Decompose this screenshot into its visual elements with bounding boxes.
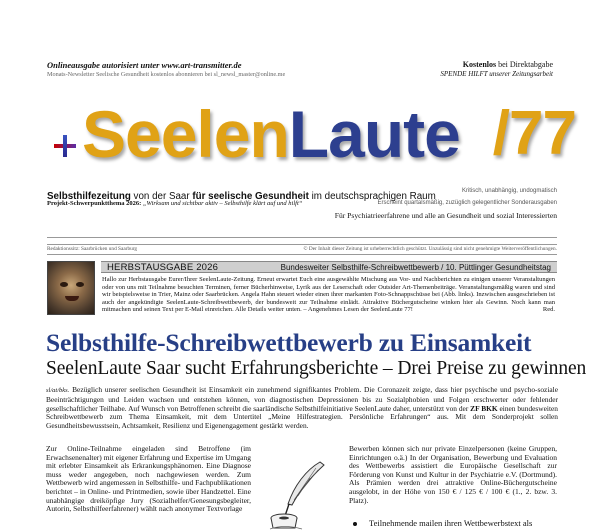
masthead-logo [40,92,580,184]
online-edition-note: Onlineausgabe autorisiert unter www.art-transmitter.de [47,60,242,70]
quill-inkpot-icon [258,460,344,530]
article-column-right: Bewerben können sich nur private Einzelpersonen (keine Gruppen, Einrichtungen o.ä.) In der Organisation, Bewerbung und Evaluation des Wettbewerbs assistiert die Europäische Gesellschaft zur Förderung von Kunst und Kultur in der Psychiatrie e.V. (Dortmund). Als Prämien werden drei attraktive Online-Büchergutscheine ausgelobt, in der Höhe von 150 € / 125 € / 100 € (1., 2. bzw. 3. Platz). [349,444,557,505]
divider [47,254,557,255]
article-column-left: Zur Online-Teilnahme eingeladen sind Betroffene (im Erwachsenenalter) mit eigener Erfahrung und Expertise im Umgang mit erlebter Einsamkeit als Erkrankungsphänomen. Eine Diagnose muss weder angegeben, noch nachgewiesen werden. Zum Wettbewerb wird angemessen in Selbsthilfe- und Fachpublikationen berichtet – in Online- und Printmedien, sowie über Handzettel. Eine unabhängige dreiköpfige Jury (Sozialhelfer/Genesungsbegleiter, Autorin, Selbsthilfeerfahrener) wählt nach anonymer Textvorlage [46,444,251,514]
focus-topic: Projekt-Schwerpunktthema 2026: „Wirksam und sichtbar aktiv – Selbsthilfe klärt auf und hilft“ Erscheint quartalsmäßig, zuzüglich gelegentlicher Sonderausgaben [47,200,557,207]
tagline: Selbsthilfezeitung von der Saar für seelische Gesundheit im deutschsprachigen Raum Kritisch, unabhängig, undogmatisch [47,188,557,202]
divider [47,244,557,245]
free-note: Kostenlos bei Direktabgabe [462,60,553,69]
article-headline: Selbsthilfe-Schreibwettbewerb zu Einsamkeit [46,328,532,357]
newsletter-note: Monats-Newsletter Seelische Gesundheit kostenlos abonnieren bei sl_newsl_master@online.me [47,71,286,78]
tagline-right: Kritisch, unabhängig, undogmatisch [461,188,557,194]
article-subhead: SeelenLaute Saar sucht Erfahrungsberichte – Drei Preise zu gewinnen [46,358,587,379]
copyright-note: © Der Inhalt dieser Zeitung ist urheberrechtlich geschützt. Unzulässig sind nicht genehmigte Weiterveröffentlichungen. [303,246,557,252]
publication-frequency: Erscheint quartalsmäßig, zuzüglich gelegentlicher Sonderausgaben [377,200,557,206]
article-lead: sl/at/bks. Bezüglich unserer seelischen Gesundheit ist Einsamkeit ein zunehmend signifikantes Problem. Die Coronazeit zeigte, dass hier psychische und psycho-soziale Beeinträchtigungen und Leiden wachsen und entstehen können, von diagnostischen Depressionen bis zu Sozialphobien und Folgen erschwerter oder fehlender gesellschaftlicher Teilhabe. Auf Wunsch von Betroffenen schreibt die saarländische Selbsthilfeinitiative SeelenLaute daher, unterstützt von der ZF BKK einen bundesweiten Schreibwettbewerb zum Thema Einsamkeit, mit dem Untertitel „Meine Hilfestrategien. Persönliche Erfahrungen“ aus. Mit dem Sonderprojekt sollen Gesundheitsbewusstsein, Achtsamkeit, Resilienz und Eigenengagement gestärkt werden. [46,385,558,431]
donation-note: SPENDE HILFT unserer Zeitungsarbeit [440,70,553,78]
plus-cross-icon [54,135,76,157]
newspaper-title: SeelenLaute [82,97,460,171]
edition-label: HERBSTAUSGABE 2026 [107,262,219,273]
bullet-item: Teilnehmende mailen ihren Wettbewerbstext als [349,518,559,528]
article-author: sl/at/bks. [46,387,70,394]
issue-number: /77 [492,99,576,168]
intro-signature: Red. [542,306,555,314]
header-right [313,60,553,79]
meta-row [47,246,557,252]
intro-text: Hallo zur Herbstausgabe Eurer/Ihrer SeelenLaute-Zeitung. Erneut erwartet Euch eine ausgewählte Mischung aus Vor- und Nachberichten zu einigen unserer Veranstaltungen oder von uns mit Teilnahme besuchten Terminen, ferner Bücherhinweise, Lyrik aus der Leserschaft oder Outsider Art-Themenbeiträge. Veranstaltungsmäßig waren und sind wir beispielsweise in Trier, Mainz oder Saarbrücken. Angela Hahn steuert wieder einen ihrer markanten Foto-Schnappschüsse bei (Abb. links). Inzwischen ausgeschrieben ist auch der angekündigte SeelenLaute-Schreibwettbewerb, der bundesweit zur Teilnahme einlädt. Attraktive Büchergutscheine winken hier als Gewinn. Noch kann man mitmachen und seinen Text per E-Mail einreichen. Alle Details weiter unten. – Angenehmes Lesen der SeelenLaute 77! Red. [102,276,555,314]
divider [47,237,557,238]
edition-topics: Bundesweiter Selbsthilfe-Schreibwettbewerb / 10. Püttlinger Gesundheitstag [280,263,551,272]
edition-bar [101,261,557,273]
bullet-dot-icon [353,522,357,526]
snapshot-photo [47,261,95,315]
target-audience: Für Psychiatrieerfahrene und alle an Gesundheit und sozial Interessierten [334,211,557,220]
editorial-seat: Redaktionssitz: Saarbrücken und Saarburg [47,246,138,252]
